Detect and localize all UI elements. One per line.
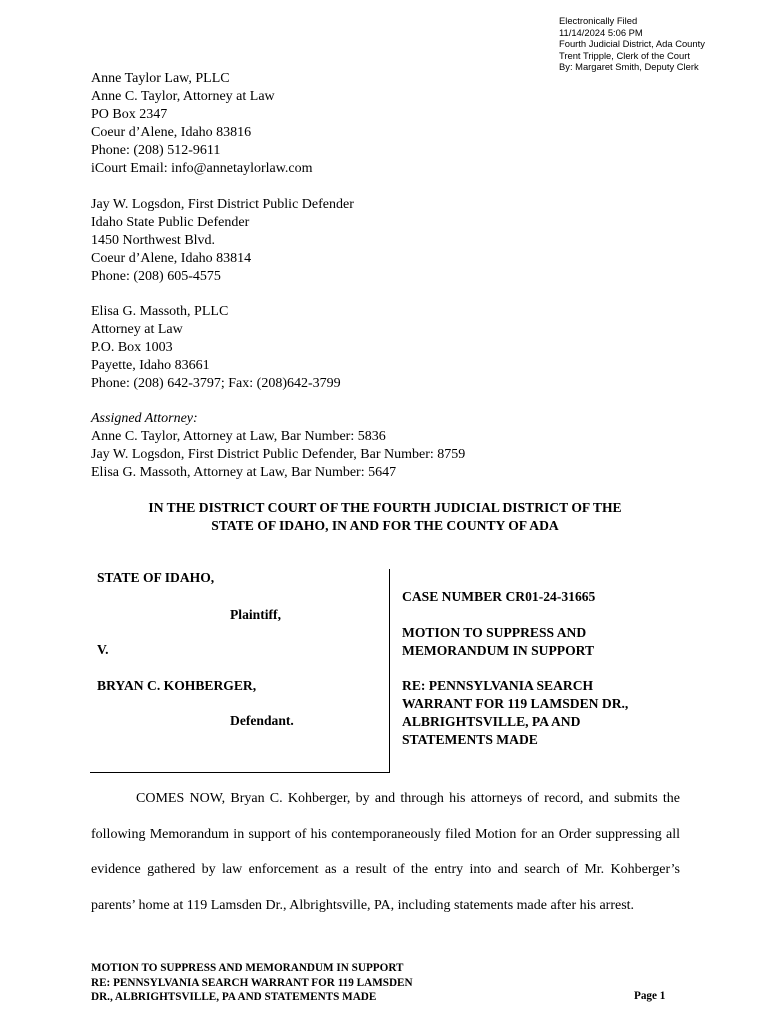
stamp-line: Fourth Judicial District, Ada County bbox=[559, 38, 705, 50]
stamp-line: By: Margaret Smith, Deputy Clerk bbox=[559, 61, 699, 73]
footer-line: DR., ALBRIGHTSVILLE, PA AND STATEMENTS MADE bbox=[91, 991, 377, 1003]
counsel-line: Coeur d’Alene, Idaho 83816 bbox=[91, 125, 252, 140]
document-re-line: ALBRIGHTSVILLE, PA AND bbox=[402, 714, 581, 729]
defendant-name: BRYAN C. KOHBERGER, bbox=[97, 678, 257, 693]
counsel-line: Idaho State Public Defender bbox=[91, 215, 250, 230]
assigned-attorney-heading: Assigned Attorney: bbox=[91, 411, 198, 426]
document-re bbox=[402, 677, 628, 749]
stamp-line: Trent Tripple, Clerk of the Court bbox=[559, 49, 690, 61]
counsel-line: Anne C. Taylor, Attorney at Law bbox=[91, 89, 275, 104]
document-title-line: MEMORANDUM IN SUPPORT bbox=[402, 643, 595, 658]
stamp-line: Electronically Filed bbox=[559, 15, 638, 26]
counsel-line: Attorney at Law bbox=[91, 322, 183, 337]
court-heading bbox=[0, 499, 770, 535]
caption-divider-vertical bbox=[389, 569, 390, 773]
caption-divider-horizontal bbox=[90, 772, 390, 773]
counsel-line: iCourt Email: info@annetaylorlaw.com bbox=[91, 161, 313, 176]
case-number: CASE NUMBER CR01-24-31665 bbox=[402, 589, 596, 604]
document-title-line: MOTION TO SUPPRESS AND bbox=[402, 625, 587, 640]
counsel-line: Elisa G. Massoth, PLLC bbox=[91, 304, 229, 319]
document-title bbox=[402, 624, 594, 660]
counsel-line: PO Box 2347 bbox=[91, 107, 168, 122]
filing-stamp bbox=[559, 15, 705, 73]
counsel-line: Phone: (208) 642-3797; Fax: (208)642-3799 bbox=[91, 376, 341, 391]
court-heading-line: STATE OF IDAHO, IN AND FOR THE COUNTY OF ADA bbox=[211, 518, 559, 533]
counsel-line: Payette, Idaho 83661 bbox=[91, 358, 210, 373]
footer-line: RE: PENNSYLVANIA SEARCH WARRANT FOR 119 LAMSDEN bbox=[91, 976, 413, 989]
counsel-line: Coeur d’Alene, Idaho 83814 bbox=[91, 251, 252, 266]
versus: V. bbox=[97, 642, 109, 657]
plaintiff-role: Plaintiff, bbox=[230, 607, 281, 622]
counsel-block-logsdon bbox=[91, 196, 354, 286]
counsel-line: Anne Taylor Law, PLLC bbox=[91, 71, 230, 86]
assigned-attorney-line: Elisa G. Massoth, Attorney at Law, Bar Number: 5647 bbox=[91, 465, 397, 480]
page-number: Page 1 bbox=[634, 990, 666, 1002]
counsel-line: Phone: (208) 605-4575 bbox=[91, 269, 221, 284]
document-re-line: STATEMENTS MADE bbox=[402, 732, 538, 747]
counsel-line: P.O. Box 1003 bbox=[91, 340, 173, 355]
assigned-attorney-line: Anne C. Taylor, Attorney at Law, Bar Number: 5836 bbox=[91, 429, 386, 444]
assigned-attorney-line: Jay W. Logsdon, First District Public Defender, Bar Number: 8759 bbox=[91, 447, 466, 462]
body-text bbox=[91, 781, 680, 923]
footer-line: MOTION TO SUPPRESS AND MEMORANDUM IN SUPPORT bbox=[91, 962, 404, 974]
court-heading-line: IN THE DISTRICT COURT OF THE FOURTH JUDICIAL DISTRICT OF THE bbox=[148, 500, 622, 515]
counsel-line: Phone: (208) 512-9611 bbox=[91, 143, 221, 158]
document-re-line: RE: PENNSYLVANIA SEARCH bbox=[402, 678, 594, 693]
page-footer bbox=[91, 961, 413, 1005]
assigned-attorney-block bbox=[91, 410, 465, 482]
document-re-line: WARRANT FOR 119 LAMSDEN DR., bbox=[402, 696, 629, 711]
plaintiff-name: STATE OF IDAHO, bbox=[97, 570, 215, 585]
body-paragraph: COMES NOW, Bryan C. Kohberger, by and through his attorneys of record, and submits the following Memorandum in support of his contemporaneously filed Motion for an Order suppressing all evidence gathered by law enforcement as a result of the entry into and search of Mr. Kohberger’s parents’ home at 119 Lamsden Dr., Albrightsville, PA, including statements made after his arrest. bbox=[91, 791, 680, 913]
counsel-line: Jay W. Logsdon, First District Public Defender bbox=[91, 197, 354, 212]
counsel-block-massoth bbox=[91, 303, 341, 393]
counsel-block-taylor bbox=[91, 70, 313, 178]
stamp-line: 11/14/2024 5:06 PM bbox=[559, 26, 643, 38]
defendant-role: Defendant. bbox=[230, 713, 294, 728]
counsel-line: 1450 Northwest Blvd. bbox=[91, 233, 216, 248]
